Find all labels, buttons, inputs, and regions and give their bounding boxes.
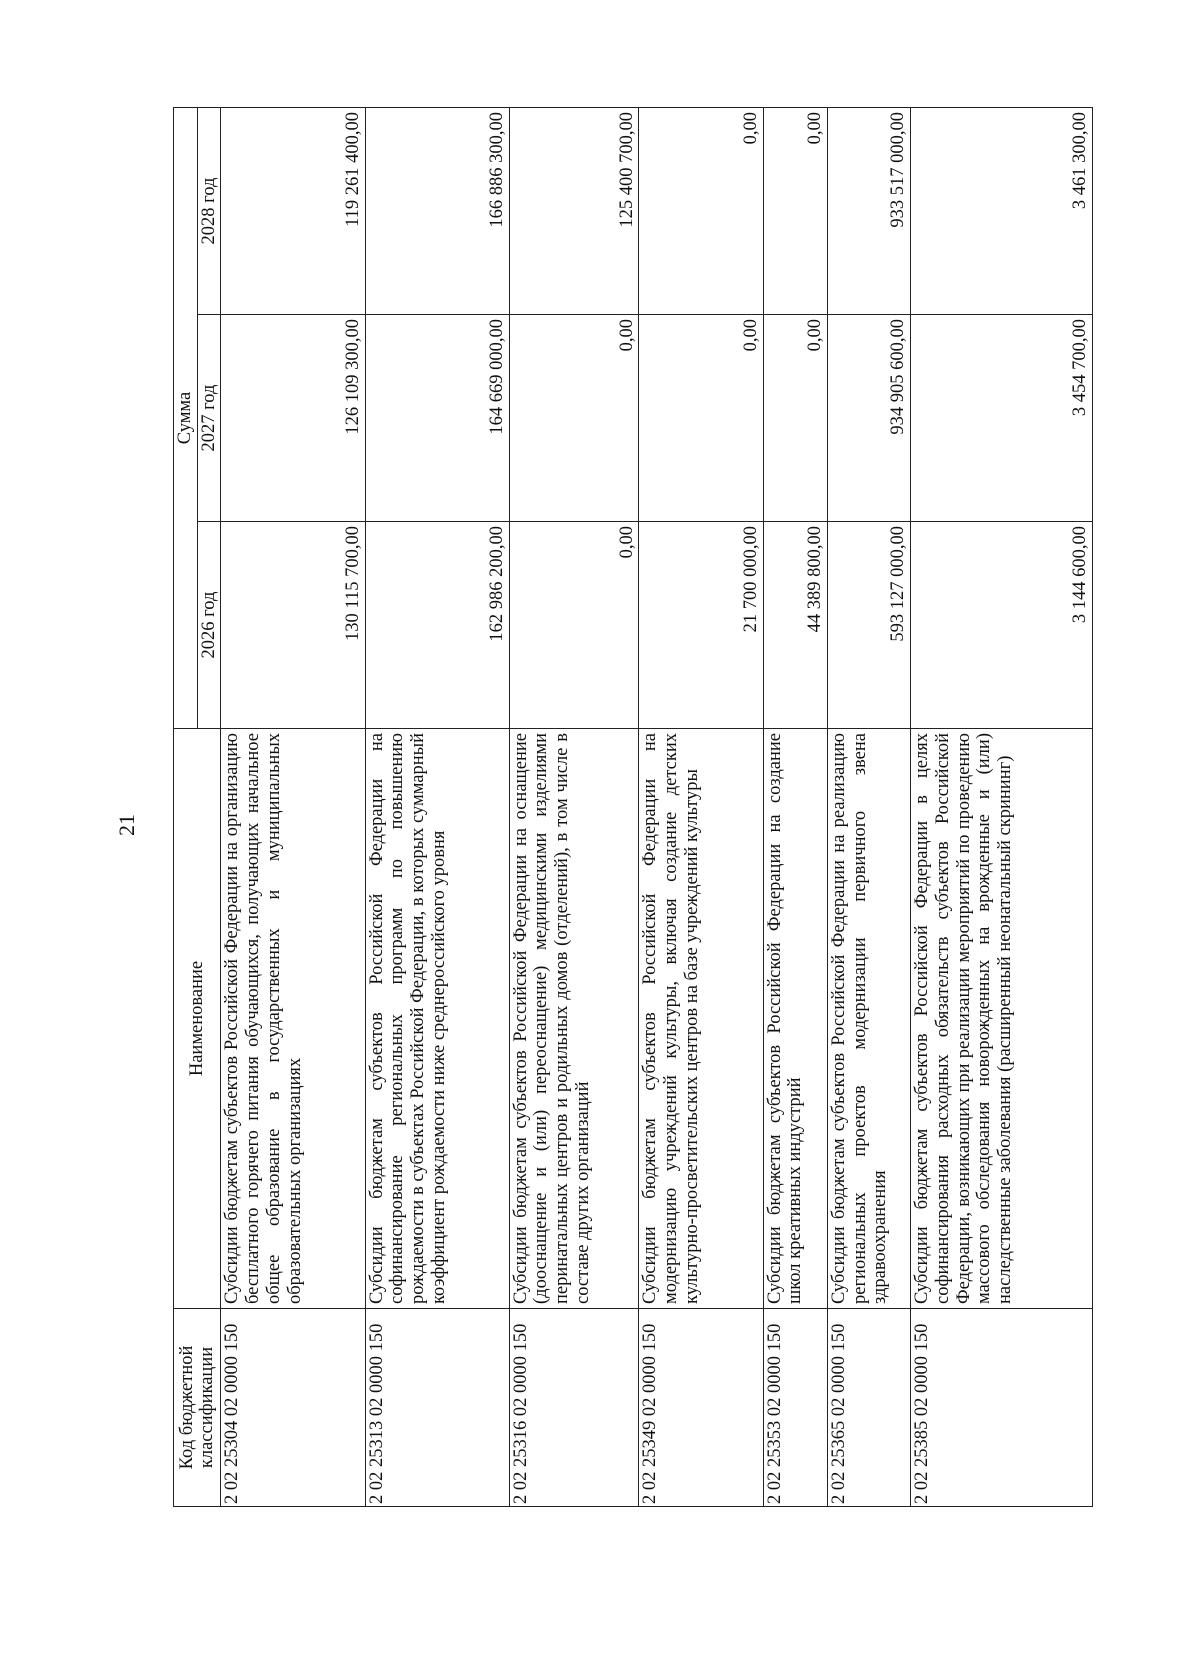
row-sum-2026: 130 115 700,00 bbox=[221, 522, 365, 729]
row-sum-2028: 933 517 000,00 bbox=[827, 107, 910, 314]
row-name: Субсидии бюджетам субъектов Российской Федерации на реализацию региональных проектов модернизации первичного звена здравоохранения bbox=[827, 729, 910, 1309]
row-sum-2027: 126 109 300,00 bbox=[221, 315, 365, 522]
row-code: 2 02 25316 02 0000 150 bbox=[509, 1309, 639, 1507]
table-row bbox=[639, 107, 763, 1506]
row-code: 2 02 25385 02 0000 150 bbox=[911, 1309, 1093, 1507]
header-year-2027: 2027 год bbox=[197, 315, 221, 522]
row-sum-2027: 0,00 bbox=[639, 315, 763, 522]
budget-table bbox=[173, 107, 1093, 1507]
table-row bbox=[763, 107, 827, 1506]
table-row bbox=[911, 107, 1093, 1506]
row-code: 2 02 25349 02 0000 150 bbox=[639, 1309, 763, 1507]
table-body bbox=[221, 107, 1093, 1506]
row-sum-2026: 593 127 000,00 bbox=[827, 522, 910, 729]
row-sum-2026: 162 986 200,00 bbox=[365, 522, 509, 729]
row-code: 2 02 25304 02 0000 150 bbox=[221, 1309, 365, 1507]
table-row bbox=[221, 107, 365, 1506]
page-number: 21 bbox=[114, 814, 139, 836]
row-sum-2027: 934 905 600,00 bbox=[827, 315, 910, 522]
row-sum-2027: 3 454 700,00 bbox=[911, 315, 1093, 522]
row-code: 2 02 25313 02 0000 150 bbox=[365, 1309, 509, 1507]
row-sum-2027: 0,00 bbox=[509, 315, 639, 522]
row-sum-2027: 164 669 000,00 bbox=[365, 315, 509, 522]
header-year-2028: 2028 год bbox=[197, 107, 221, 314]
row-sum-2026: 0,00 bbox=[509, 522, 639, 729]
row-sum-2026: 44 389 800,00 bbox=[763, 522, 827, 729]
row-sum-2026: 3 144 600,00 bbox=[911, 522, 1093, 729]
header-sum: Сумма bbox=[174, 107, 198, 728]
row-sum-2026: 21 700 000,00 bbox=[639, 522, 763, 729]
header-code: Код бюджетной классификации bbox=[174, 1309, 221, 1507]
row-name: Субсидии бюджетам субъектов Российской Федерации в целях софинансирования расходных обязательств субъектов Российской Федерации, возникающих при реализации мероприятий по проведению массового обследования новорожденных на врожденные и (или) наследственные заболевания (расширенный неонатальный скрининг) bbox=[911, 729, 1093, 1309]
table-row bbox=[365, 107, 509, 1506]
row-code: 2 02 25353 02 0000 150 bbox=[763, 1309, 827, 1507]
row-code: 2 02 25365 02 0000 150 bbox=[827, 1309, 910, 1507]
header-year-2026: 2026 год bbox=[197, 522, 221, 729]
row-name: Субсидии бюджетам субъектов Российской Федерации на создание школ креативных индустрий bbox=[763, 729, 827, 1309]
table-row bbox=[827, 107, 910, 1506]
row-sum-2028: 0,00 bbox=[639, 107, 763, 314]
row-name: Субсидии бюджетам субъектов Российской Федерации на оснащение (дооснащение и (или) переоснащение) медицинскими изделиями перинатальных центров и родильных домов (отделений), в том числе в составе других организаций bbox=[509, 729, 639, 1309]
table-row bbox=[509, 107, 639, 1506]
row-name: Субсидии бюджетам субъектов Российской Федерации на софинансирование региональных программ по повышению рождаемости в субъектах Российской Федерации, в которых суммарный коэффициент рождаемости ниже среднероссийского уровня bbox=[365, 729, 509, 1309]
row-sum-2028: 119 261 400,00 bbox=[221, 107, 365, 314]
row-name: Субсидии бюджетам субъектов Российской Федерации на модернизацию учреждений культуры, включая создание детских культурно-просветительских центров на базе учреждений культуры bbox=[639, 729, 763, 1309]
rotated-table-container bbox=[173, 107, 1093, 1507]
header-name: Наименование bbox=[174, 729, 221, 1309]
row-sum-2028: 125 400 700,00 bbox=[509, 107, 639, 314]
row-sum-2028: 0,00 bbox=[763, 107, 827, 314]
row-sum-2028: 3 461 300,00 bbox=[911, 107, 1093, 314]
row-sum-2028: 166 886 300,00 bbox=[365, 107, 509, 314]
row-name: Субсидии бюджетам субъектов Российской Федерации на организацию бесплатного горячего питания обучающихся, получающих начальное общее образование в государственных и муниципальных образовательных организациях bbox=[221, 729, 365, 1309]
row-sum-2027: 0,00 bbox=[763, 315, 827, 522]
